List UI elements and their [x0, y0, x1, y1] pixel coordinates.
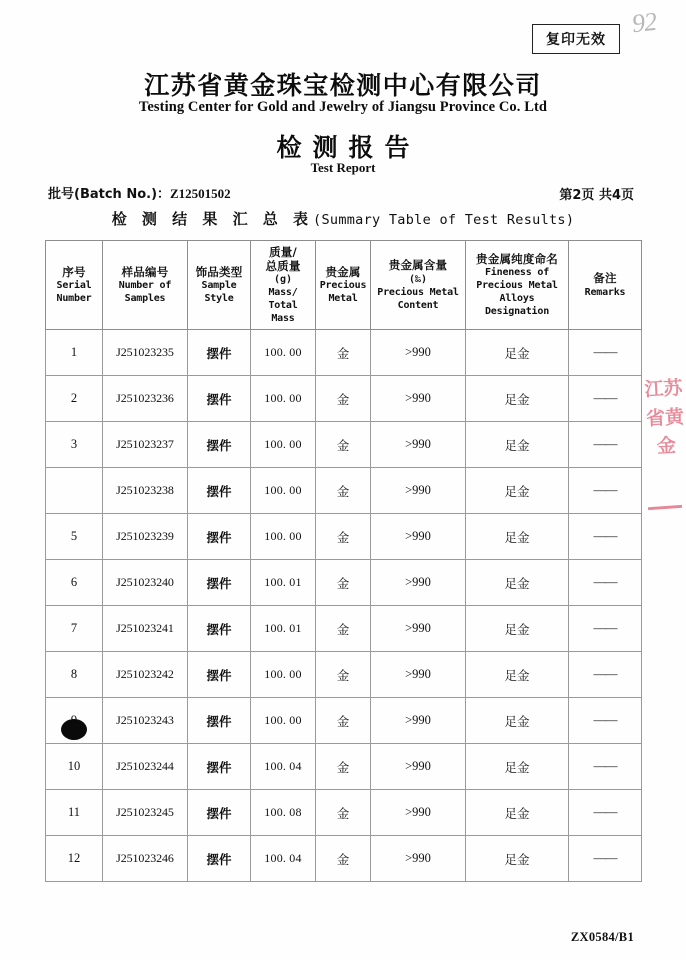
header-fineness-en-2: Precious Metal [476, 280, 558, 292]
cell-sample-style: 摆件 [188, 330, 251, 376]
cell-sample-style: 摆件 [188, 514, 251, 560]
table-row [46, 514, 642, 560]
cell-remarks: —— [569, 422, 642, 468]
cell-sample-number: J251023236 [103, 376, 188, 422]
table-row [46, 698, 642, 744]
column-header-metal-content [371, 241, 466, 330]
cell-sample-number: J251023239 [103, 514, 188, 560]
table-row [46, 790, 642, 836]
header-mass-en-3: Mass [271, 313, 295, 325]
header-metal-en-1: Precious [319, 280, 367, 292]
cell-remarks: —— [569, 836, 642, 882]
seal-underline [648, 505, 682, 510]
batch-label: 批号(Batch No.)： [48, 187, 171, 202]
cell-metal-content: >990 [371, 744, 466, 790]
header-content-en-1: Precious Metal [377, 286, 459, 298]
cell-serial-number [46, 468, 103, 514]
header-mass-en-2: Total [268, 300, 298, 312]
header-fineness-en-4: Designation [484, 306, 550, 318]
cell-mass: 100. 00 [251, 514, 316, 560]
cell-sample-style: 摆件 [188, 836, 251, 882]
header-serial-en-1: Serial [56, 280, 92, 292]
cell-metal-content: >990 [371, 606, 466, 652]
cell-fineness: 足金 [466, 376, 569, 422]
cell-serial-number: 11 [46, 790, 103, 836]
cell-sample-style: 摆件 [188, 376, 251, 422]
cell-mass: 100. 01 [251, 560, 316, 606]
cell-sample-number: J251023238 [103, 468, 188, 514]
cell-sample-number: J251023244 [103, 744, 188, 790]
cell-mass: 100. 00 [251, 330, 316, 376]
cell-sample-number: J251023243 [103, 698, 188, 744]
copy-invalid-stamp [532, 24, 620, 54]
header-style-cn: 饰品类型 [195, 264, 243, 279]
cell-mass: 100. 04 [251, 744, 316, 790]
cell-fineness: 足金 [466, 744, 569, 790]
cell-serial-number: 2 [46, 376, 103, 422]
table-header-row [46, 241, 642, 330]
organization-name-cn: 江苏省黄金珠宝检测中心有限公司 [144, 71, 542, 100]
cell-precious-metal: 金 [316, 560, 371, 606]
cell-serial-number [46, 698, 103, 744]
cell-sample-style: 摆件 [188, 560, 251, 606]
cell-remarks: —— [569, 514, 642, 560]
table-row [46, 376, 642, 422]
cell-serial-number: 6 [46, 560, 103, 606]
cell-sample-style: 摆件 [188, 468, 251, 514]
ink-blob-mark [61, 719, 87, 740]
table-row [46, 560, 642, 606]
cell-metal-content: >990 [371, 514, 466, 560]
column-header-sample-style [188, 241, 251, 330]
cell-sample-number: J251023242 [103, 652, 188, 698]
table-row [46, 744, 642, 790]
cell-mass: 100. 00 [251, 376, 316, 422]
table-row [46, 468, 642, 514]
cell-remarks: —— [569, 606, 642, 652]
cell-remarks: —— [569, 698, 642, 744]
organization-name-en: Testing Center for Gold and Jewelry of Jiangsu Province Co. Ltd [138, 99, 548, 115]
header-serial-cn: 序号 [62, 264, 86, 279]
cell-mass: 100. 00 [251, 652, 316, 698]
cell-sample-style: 摆件 [188, 790, 251, 836]
cell-precious-metal: 金 [316, 790, 371, 836]
document-title-cn: 检测报告 [276, 133, 421, 162]
header-sample-en-2: Samples [124, 293, 166, 305]
cell-metal-content: >990 [371, 652, 466, 698]
page-indicator: 第2页 共4页 [559, 188, 634, 203]
cell-precious-metal: 金 [316, 376, 371, 422]
cell-mass: 100. 08 [251, 790, 316, 836]
column-header-remarks [569, 241, 642, 330]
header-fineness-en-3: Alloys [499, 293, 535, 305]
cell-precious-metal: 金 [316, 330, 371, 376]
cell-fineness: 足金 [466, 606, 569, 652]
header-fineness-en-1: Fineness of [484, 267, 550, 279]
table-header [46, 241, 642, 330]
cell-serial-number: 3 [46, 422, 103, 468]
cell-mass: 100. 00 [251, 698, 316, 744]
cell-remarks: —— [569, 652, 642, 698]
cell-serial-number: 1 [46, 330, 103, 376]
cell-fineness: 足金 [466, 560, 569, 606]
cell-sample-style: 摆件 [188, 698, 251, 744]
cell-serial-number: 12 [46, 836, 103, 882]
header-fineness-cn: 贵金属纯度命名 [476, 251, 558, 266]
header-content-en-2: Content [397, 299, 439, 311]
cell-metal-content: >990 [371, 560, 466, 606]
column-header-mass [251, 241, 316, 330]
header-sample-cn: 样品编号 [121, 264, 169, 279]
cell-metal-content: >990 [371, 468, 466, 514]
cell-precious-metal: 金 [316, 698, 371, 744]
cell-serial-number: 8 [46, 652, 103, 698]
cell-serial-number: 5 [46, 514, 103, 560]
cell-remarks: —— [569, 744, 642, 790]
header-mass-cn-2: 总质量 [265, 259, 301, 273]
cell-remarks: —— [569, 790, 642, 836]
cell-precious-metal: 金 [316, 652, 371, 698]
column-header-fineness [466, 241, 569, 330]
header-metal-en-2: Metal [328, 293, 358, 305]
table-row [46, 606, 642, 652]
cell-sample-style: 摆件 [188, 606, 251, 652]
header-metal-cn: 贵金属 [325, 264, 361, 279]
header-serial-en-2: Number [56, 293, 92, 305]
cell-mass: 100. 00 [251, 468, 316, 514]
cell-serial-number: 7 [46, 606, 103, 652]
header-mass-en-1: Mass/ [268, 287, 298, 299]
cell-sample-number: J251023246 [103, 836, 188, 882]
cell-mass: 100. 04 [251, 836, 316, 882]
table-row [46, 836, 642, 882]
cell-sample-number: J251023235 [103, 330, 188, 376]
summary-title-cn: 检 测 结 果 汇 总 表 [111, 210, 314, 228]
cell-metal-content: >990 [371, 376, 466, 422]
header-style-en-1: Sample [201, 280, 237, 292]
cell-sample-style: 摆件 [188, 422, 251, 468]
cell-precious-metal: 金 [316, 606, 371, 652]
cell-sample-style: 摆件 [188, 652, 251, 698]
cell-fineness: 足金 [466, 836, 569, 882]
cell-fineness: 足金 [466, 652, 569, 698]
table-row [46, 652, 642, 698]
table-body [46, 330, 642, 882]
cell-metal-content: >990 [371, 790, 466, 836]
cell-fineness: 足金 [466, 330, 569, 376]
batch-number [48, 183, 231, 202]
cell-remarks: —— [569, 330, 642, 376]
cell-fineness: 足金 [466, 468, 569, 514]
header-style-en-2: Style [204, 293, 234, 305]
form-code: ZX0584/B1 [570, 930, 634, 944]
cell-precious-metal: 金 [316, 514, 371, 560]
cell-remarks: —— [569, 560, 642, 606]
handwritten-note: 92 [630, 6, 658, 39]
cell-sample-number: J251023240 [103, 560, 188, 606]
header-remarks-cn: 备注 [593, 271, 617, 286]
cell-remarks: —— [569, 468, 642, 514]
column-header-serial [46, 241, 103, 330]
red-seal-stamp [642, 375, 686, 515]
cell-metal-content: >990 [371, 836, 466, 882]
cell-sample-number: J251023241 [103, 606, 188, 652]
cell-precious-metal: 金 [316, 744, 371, 790]
cell-serial-number: 10 [46, 744, 103, 790]
header-content-cn: 贵金属含量 [388, 258, 448, 273]
test-results-table [45, 240, 642, 882]
summary-table-title [0, 208, 686, 229]
cell-fineness: 足金 [466, 698, 569, 744]
header-mass-unit: (g) [273, 274, 293, 286]
header-sample-en-1: Number of [118, 280, 172, 292]
cell-precious-metal: 金 [316, 468, 371, 514]
cell-precious-metal: 金 [316, 836, 371, 882]
cell-metal-content: >990 [371, 698, 466, 744]
cell-fineness: 足金 [466, 790, 569, 836]
cell-mass: 100. 00 [251, 422, 316, 468]
header-mass-cn-1: 质量/ [269, 244, 297, 259]
seal-text: 江苏省黄金 [643, 377, 685, 458]
header-remarks-en: Remarks [584, 286, 626, 298]
cell-metal-content: >990 [371, 330, 466, 376]
document-title-en: Test Report [310, 160, 376, 175]
summary-title-en: (Summary Table of Test Results) [313, 212, 575, 228]
cell-sample-number: J251023245 [103, 790, 188, 836]
header-content-unit: (‰) [408, 273, 428, 285]
table-row [46, 330, 642, 376]
cell-precious-metal: 金 [316, 422, 371, 468]
cell-fineness: 足金 [466, 422, 569, 468]
cell-sample-number: J251023237 [103, 422, 188, 468]
table-row [46, 422, 642, 468]
cell-fineness: 足金 [466, 514, 569, 560]
cell-sample-style: 摆件 [188, 744, 251, 790]
column-header-precious-metal [316, 241, 371, 330]
cell-metal-content: >990 [371, 422, 466, 468]
copy-invalid-label: 复印无效 [546, 32, 606, 48]
column-header-sample-number [103, 241, 188, 330]
batch-value: Z12501502 [170, 186, 231, 201]
cell-mass: 100. 01 [251, 606, 316, 652]
cell-remarks: —— [569, 376, 642, 422]
